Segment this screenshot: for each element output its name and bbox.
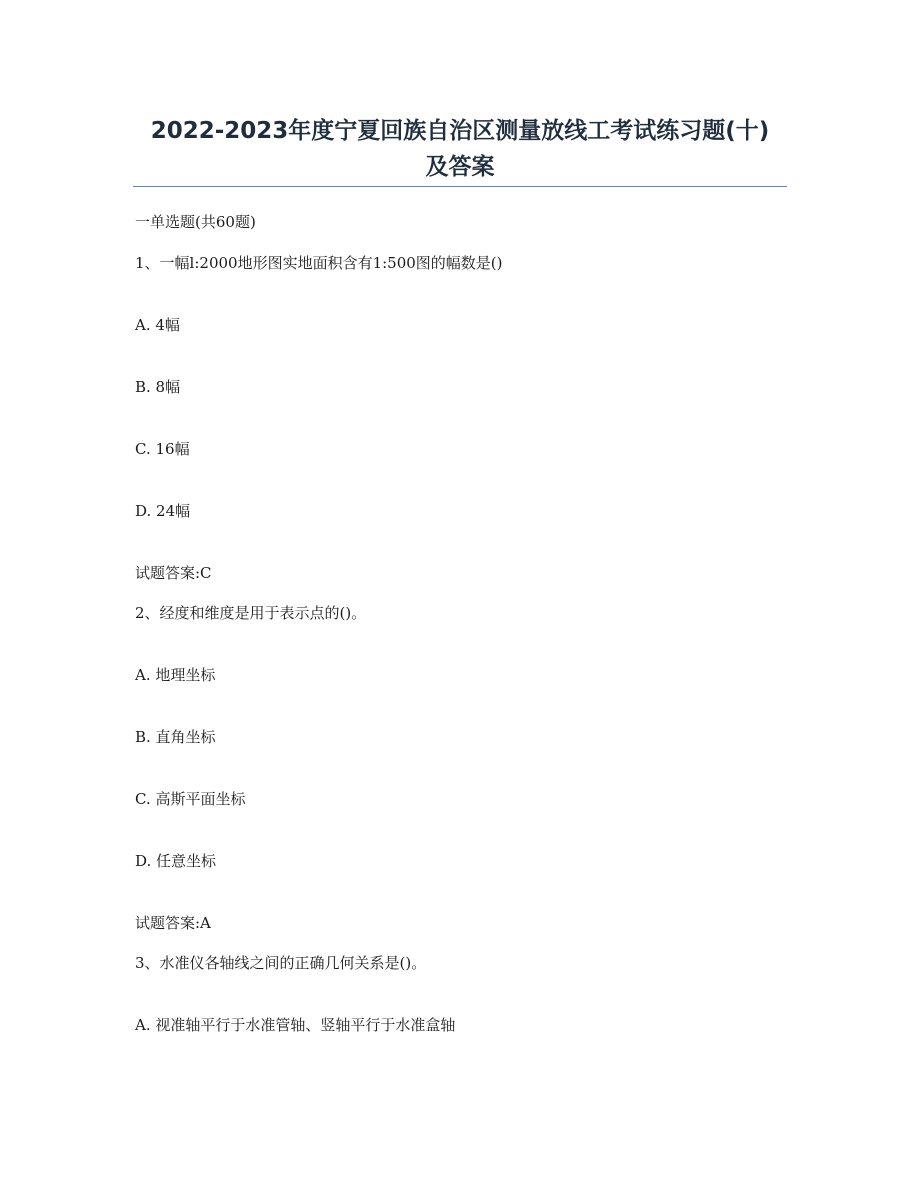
document-title-line2: 及答案 — [425, 154, 495, 180]
question-1-stem: 1、一幅l:2000地形图实地面积含有1:500图的幅数是() — [135, 254, 503, 272]
question-3-stem: 3、水准仪各轴线之间的正确几何关系是()。 — [135, 954, 427, 972]
question-3-option-a: A. 视准轴平行于水准管轴、竖轴平行于水准盒轴 — [135, 1016, 456, 1034]
question-1-option-d: D. 24幅 — [135, 502, 191, 520]
question-1-answer: 试题答案:C — [135, 564, 212, 582]
document-title-line1: 2022-2023年度宁夏回族自治区测量放线工考试练习题(十) — [150, 118, 770, 144]
question-1-option-a: A. 4幅 — [135, 316, 180, 334]
question-2-option-a: A. 地理坐标 — [135, 666, 216, 684]
question-2-answer: 试题答案:A — [135, 914, 211, 932]
title-divider — [133, 186, 787, 187]
question-2-option-d: D. 任意坐标 — [135, 852, 217, 870]
question-1-option-b: B. 8幅 — [135, 378, 181, 396]
question-1-option-c: C. 16幅 — [135, 440, 190, 458]
question-2-option-b: B. 直角坐标 — [135, 728, 216, 746]
question-2-option-c: C. 高斯平面坐标 — [135, 790, 246, 808]
section-heading: 一单选题(共60题) — [135, 213, 256, 231]
question-2-stem: 2、经度和维度是用于表示点的()。 — [135, 604, 367, 622]
